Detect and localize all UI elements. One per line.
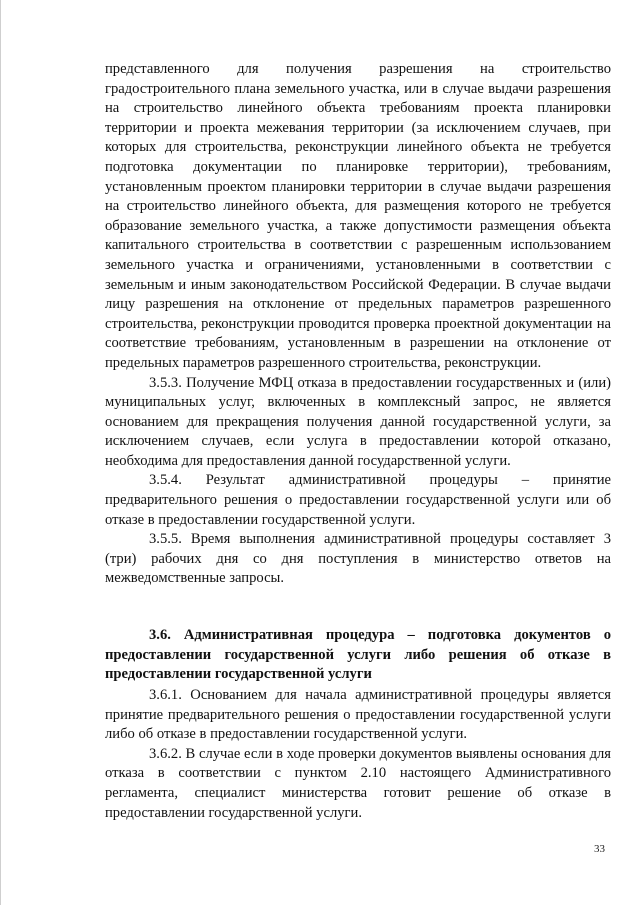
paragraph-3-6-1: 3.6.1. Основанием для начала административной процедуры является принятие предварительного решения о предоставлении государственной услуги либо об отказе в предоставлении государственной услуги. bbox=[105, 687, 611, 743]
paragraph-continuation: представленного для получения разрешения на строительство градостроительного плана земельного участка, или в случае выдачи разрешения на строительство линейного объекта требованиям проекта планировки территории и проекта межевания территории (за исключением случаев, при которых для строительства, реконструкции линейного объекта не требуется подготовка документации по планировке территории), требованиям, установленным проектом планировки территории в случае выдачи разрешения на строительство линейного объекта, для размещения которого не требуется образование земельного участка, а также допустимости размещения объекта капитального строительства в соответствии с разрешенным использованием земельного участка и ограничениями, установленными в соответствии с земельным и иным законодательством Российской Федерации. В случае выдачи лицу разрешения на отклонение от предельных параметров разрешенного строительства, реконструкции проводится проверка проектной документации на соответствие требованиям, установленным в разрешении на отклонение от предельных параметров разрешенного строительства, реконструкции. bbox=[105, 61, 611, 371]
section-heading-3-6: 3.6. Административная процедура – подготовка документов о предоставлении государственной услуги либо решения об отказе в предоставлении государственной услуги bbox=[105, 627, 611, 683]
scan-edge-line bbox=[0, 0, 1, 905]
paragraph-3-6-2: 3.6.2. В случае если в ходе проверки документов выявлены основания для отказа в соответствии с пунктом 2.10 настоящего Административного регламента, специалист министерства готовит решение об отказе в предоставлении государственной услуги. bbox=[105, 745, 611, 821]
page-number: 33 bbox=[594, 843, 605, 855]
body-text-bottom bbox=[105, 686, 611, 823]
paragraph-3-5-4: 3.5.4. Результат административной процедуры – принятие предварительного решения о предоставлении государственной услуги или об отказе в предоставлении государственной услуги. bbox=[105, 472, 611, 528]
paragraph-3-5-5: 3.5.5. Время выполнения административной процедуры составляет 3 (три) рабочих дня со дня поступления в министерство ответов на межведомственные запросы. bbox=[105, 531, 611, 587]
body-text-top bbox=[105, 60, 611, 589]
paragraph-3-5-3: 3.5.3. Получение МФЦ отказа в предоставлении государственных и (или) муниципальных услуг, включенных в комплексный запрос, не является основанием для прекращения получения данной государственной услуги, за исключением случаев, если услуга в предоставлении которой отказано, необходима для предоставления данной государственной услуги. bbox=[105, 374, 611, 469]
